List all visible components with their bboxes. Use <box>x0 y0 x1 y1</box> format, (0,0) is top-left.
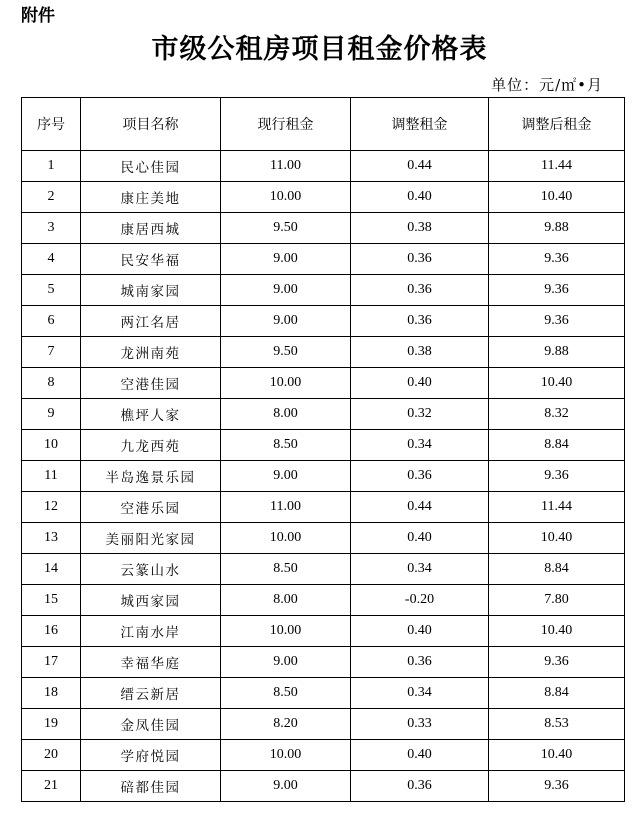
cell-project-name: 美丽阳光家园 <box>81 523 221 554</box>
cell-project-name: 康居西城 <box>81 213 221 244</box>
cell-current-rent: 9.00 <box>221 771 351 802</box>
cell-project-name: 学府悦园 <box>81 740 221 771</box>
cell-current-rent: 10.00 <box>221 368 351 399</box>
table-row <box>22 275 625 306</box>
cell-current-rent: 8.50 <box>221 430 351 461</box>
cell-rent-adjustment: 0.34 <box>351 430 489 461</box>
table-row <box>22 399 625 430</box>
table-row <box>22 554 625 585</box>
header-index: 序号 <box>22 98 81 151</box>
cell-rent-adjustment: 0.32 <box>351 399 489 430</box>
cell-project-name: 樵坪人家 <box>81 399 221 430</box>
cell-index: 3 <box>22 213 81 244</box>
cell-project-name: 缙云新居 <box>81 678 221 709</box>
table-row <box>22 616 625 647</box>
cell-index: 5 <box>22 275 81 306</box>
cell-index: 12 <box>22 492 81 523</box>
table-row <box>22 678 625 709</box>
table-row <box>22 151 625 182</box>
cell-adjusted-rent: 10.40 <box>489 740 625 771</box>
table-row <box>22 213 625 244</box>
table-row <box>22 647 625 678</box>
cell-current-rent: 10.00 <box>221 740 351 771</box>
cell-index: 11 <box>22 461 81 492</box>
cell-adjusted-rent: 8.84 <box>489 554 625 585</box>
cell-project-name: 康庄美地 <box>81 182 221 213</box>
cell-current-rent: 10.00 <box>221 523 351 554</box>
cell-rent-adjustment: 0.36 <box>351 306 489 337</box>
cell-index: 8 <box>22 368 81 399</box>
table-row <box>22 182 625 213</box>
cell-index: 18 <box>22 678 81 709</box>
cell-rent-adjustment: 0.36 <box>351 461 489 492</box>
cell-project-name: 空港佳园 <box>81 368 221 399</box>
header-current-rent: 现行租金 <box>221 98 351 151</box>
cell-current-rent: 8.50 <box>221 554 351 585</box>
cell-index: 14 <box>22 554 81 585</box>
cell-rent-adjustment: 0.36 <box>351 275 489 306</box>
cell-adjusted-rent: 9.36 <box>489 771 625 802</box>
table-row <box>22 709 625 740</box>
cell-current-rent: 11.00 <box>221 492 351 523</box>
cell-current-rent: 9.00 <box>221 306 351 337</box>
cell-project-name: 龙洲南苑 <box>81 337 221 368</box>
cell-project-name: 云篆山水 <box>81 554 221 585</box>
cell-adjusted-rent: 9.36 <box>489 275 625 306</box>
cell-project-name: 空港乐园 <box>81 492 221 523</box>
cell-project-name: 碚都佳园 <box>81 771 221 802</box>
cell-adjusted-rent: 10.40 <box>489 368 625 399</box>
cell-adjusted-rent: 9.36 <box>489 647 625 678</box>
table-row <box>22 306 625 337</box>
cell-index: 7 <box>22 337 81 368</box>
table-row <box>22 523 625 554</box>
cell-adjusted-rent: 8.32 <box>489 399 625 430</box>
rent-price-table <box>21 97 625 802</box>
cell-index: 10 <box>22 430 81 461</box>
cell-rent-adjustment: 0.36 <box>351 647 489 678</box>
cell-adjusted-rent: 10.40 <box>489 182 625 213</box>
table-row <box>22 337 625 368</box>
cell-current-rent: 9.00 <box>221 461 351 492</box>
cell-project-name: 城西家园 <box>81 585 221 616</box>
cell-current-rent: 9.00 <box>221 244 351 275</box>
cell-adjusted-rent: 11.44 <box>489 492 625 523</box>
cell-index: 13 <box>22 523 81 554</box>
table-row <box>22 585 625 616</box>
cell-rent-adjustment: 0.36 <box>351 244 489 275</box>
cell-rent-adjustment: 0.38 <box>351 213 489 244</box>
cell-index: 1 <box>22 151 81 182</box>
cell-index: 21 <box>22 771 81 802</box>
cell-adjusted-rent: 11.44 <box>489 151 625 182</box>
cell-rent-adjustment: 0.38 <box>351 337 489 368</box>
cell-index: 2 <box>22 182 81 213</box>
cell-current-rent: 8.50 <box>221 678 351 709</box>
cell-rent-adjustment: 0.40 <box>351 616 489 647</box>
cell-adjusted-rent: 7.80 <box>489 585 625 616</box>
cell-rent-adjustment: 0.40 <box>351 182 489 213</box>
cell-index: 4 <box>22 244 81 275</box>
cell-rent-adjustment: 0.36 <box>351 771 489 802</box>
cell-current-rent: 9.00 <box>221 275 351 306</box>
cell-rent-adjustment: 0.44 <box>351 151 489 182</box>
cell-rent-adjustment: 0.44 <box>351 492 489 523</box>
cell-adjusted-rent: 9.36 <box>489 244 625 275</box>
header-project-name: 项目名称 <box>81 98 221 151</box>
cell-rent-adjustment: 0.40 <box>351 523 489 554</box>
unit-label: 单位：元/㎡•月 <box>491 76 603 94</box>
header-rent-adjustment: 调整租金 <box>351 98 489 151</box>
cell-index: 9 <box>22 399 81 430</box>
table-row <box>22 368 625 399</box>
cell-project-name: 九龙西苑 <box>81 430 221 461</box>
cell-current-rent: 8.20 <box>221 709 351 740</box>
cell-current-rent: 9.50 <box>221 337 351 368</box>
table-row <box>22 492 625 523</box>
cell-current-rent: 10.00 <box>221 182 351 213</box>
cell-index: 20 <box>22 740 81 771</box>
cell-project-name: 金凤佳园 <box>81 709 221 740</box>
cell-adjusted-rent: 9.36 <box>489 461 625 492</box>
cell-adjusted-rent: 9.36 <box>489 306 625 337</box>
cell-adjusted-rent: 8.84 <box>489 430 625 461</box>
cell-rent-adjustment: 0.40 <box>351 368 489 399</box>
attachment-label: 附件 <box>21 6 55 26</box>
cell-current-rent: 10.00 <box>221 616 351 647</box>
cell-adjusted-rent: 8.53 <box>489 709 625 740</box>
cell-project-name: 两江名居 <box>81 306 221 337</box>
cell-rent-adjustment: 0.40 <box>351 740 489 771</box>
table-row <box>22 771 625 802</box>
cell-index: 19 <box>22 709 81 740</box>
cell-adjusted-rent: 9.88 <box>489 337 625 368</box>
table-row <box>22 430 625 461</box>
cell-rent-adjustment: 0.34 <box>351 554 489 585</box>
table-header-row <box>22 98 625 151</box>
table-row <box>22 740 625 771</box>
cell-adjusted-rent: 8.84 <box>489 678 625 709</box>
cell-project-name: 民安华福 <box>81 244 221 275</box>
cell-adjusted-rent: 9.88 <box>489 213 625 244</box>
header-adjusted-rent: 调整后租金 <box>489 98 625 151</box>
cell-project-name: 半岛逸景乐园 <box>81 461 221 492</box>
cell-index: 6 <box>22 306 81 337</box>
cell-adjusted-rent: 10.40 <box>489 616 625 647</box>
cell-project-name: 江南水岸 <box>81 616 221 647</box>
cell-index: 17 <box>22 647 81 678</box>
cell-current-rent: 9.00 <box>221 647 351 678</box>
cell-rent-adjustment: 0.33 <box>351 709 489 740</box>
page-title: 市级公租房项目租金价格表 <box>151 34 488 65</box>
cell-rent-adjustment: -0.20 <box>351 585 489 616</box>
cell-rent-adjustment: 0.34 <box>351 678 489 709</box>
cell-current-rent: 8.00 <box>221 399 351 430</box>
cell-current-rent: 8.00 <box>221 585 351 616</box>
table-row <box>22 244 625 275</box>
cell-project-name: 民心佳园 <box>81 151 221 182</box>
cell-index: 16 <box>22 616 81 647</box>
cell-current-rent: 11.00 <box>221 151 351 182</box>
cell-current-rent: 9.50 <box>221 213 351 244</box>
cell-project-name: 城南家园 <box>81 275 221 306</box>
table-row <box>22 461 625 492</box>
cell-index: 15 <box>22 585 81 616</box>
cell-adjusted-rent: 10.40 <box>489 523 625 554</box>
cell-project-name: 幸福华庭 <box>81 647 221 678</box>
